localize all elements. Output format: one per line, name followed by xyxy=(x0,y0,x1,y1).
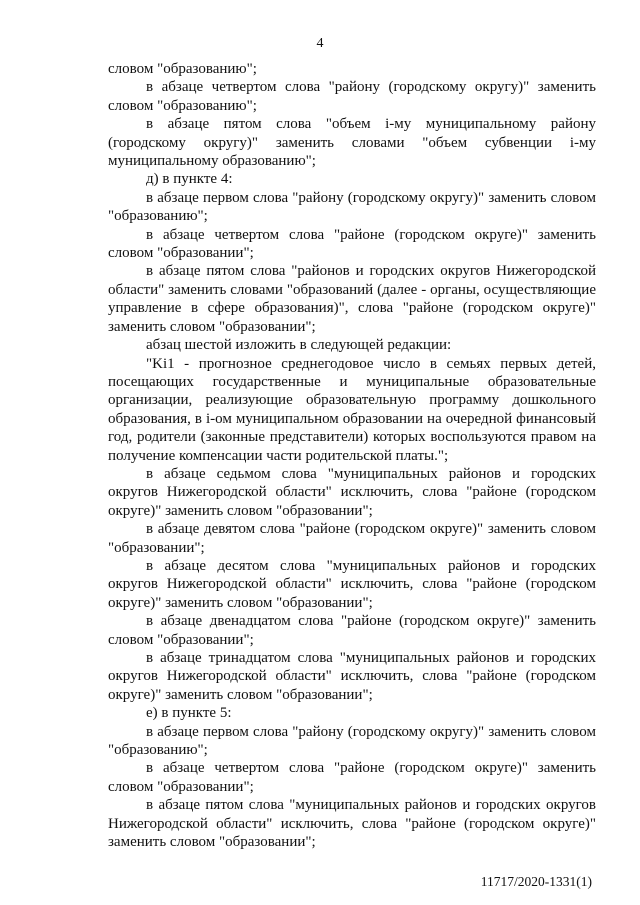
paragraph-2: в абзаце четвертом слова "району (городскому округу)" заменить словом "образованию"; xyxy=(108,79,596,114)
paragraph-8: абзац шестой изложить в следующей редакции: xyxy=(146,337,452,354)
paragraph-12: в абзаце десятом слова "муниципальных районов и городских округов Нижегородской области" исключить, слова "районе (городском округе)" заменить словом "образовании"; xyxy=(108,557,596,611)
paragraph-18: в абзаце пятом слова "муниципальных районов и городских округов Нижегородской области" исключить, слова "районе (городском округе)" заменить словом "образовании"; xyxy=(108,797,596,851)
paragraph-1: словом "образованию"; xyxy=(108,61,257,77)
document-body xyxy=(108,60,596,851)
paragraph-5: в абзаце первом слова "району (городскому округу)" заменить словом "образованию"; xyxy=(108,189,596,225)
paragraph-7: в абзаце пятом слова "районов и городских округов Нижегородской области" заменить словами "образований (далее - органы, осуществляющие управление в сфере образования)", слова "районе (городском округе)" заменить словом "образовании"; xyxy=(108,263,596,335)
page-number: 4 xyxy=(316,36,324,51)
paragraph-14: в абзаце тринадцатом слова "муниципальных районов и городских округов Нижегородской области" исключить, слова "районе (городском округе)" заменить словом "образовании"; xyxy=(108,650,596,703)
paragraph-3: в абзаце пятом слова "объем i-му муниципальному району (городскому округу)" заменить словами "объем субвенции i-му муниципальному образованию"; xyxy=(108,116,596,170)
paragraph-15: е) в пункте 5: xyxy=(146,705,232,722)
paragraph-11: в абзаце девятом слова "районе (городском округе)" заменить словом "образовании"; xyxy=(108,521,596,556)
paragraph-10: в абзаце седьмом слова "муниципальных районов и городских округов Нижегородской области" исключить, слова "районе (городском округе)" заменить словом "образовании"; xyxy=(108,465,596,519)
paragraph-17: в абзаце четвертом слова "районе (городском округе)" заменить словом "образовании"; xyxy=(108,760,596,795)
paragraph-4: д) в пункте 4: xyxy=(146,171,233,188)
paragraph-16: в абзаце первом слова "району (городскому округу)" заменить словом "образованию"; xyxy=(108,723,596,759)
paragraph-13: в абзаце двенадцатом слова "районе (городском округе)" заменить словом "образовании"; xyxy=(108,613,596,648)
paragraph-6: в абзаце четвертом слова "районе (городском округе)" заменить словом "образовании"; xyxy=(108,226,596,262)
document-registration-number: 11717/2020-1331(1) xyxy=(480,874,592,889)
paragraph-9: "Ki1 - прогнозное среднегодовое число в семьях первых детей, посещающих государственные и муниципальные образовательные организации, реализующие образовательную программу дошкольного образования, в i-ом муниципальном образовании на очередной финансовый год, родители (законные представители) которых воспользуются правом на получение компенсации части родительской платы."; xyxy=(108,355,596,464)
